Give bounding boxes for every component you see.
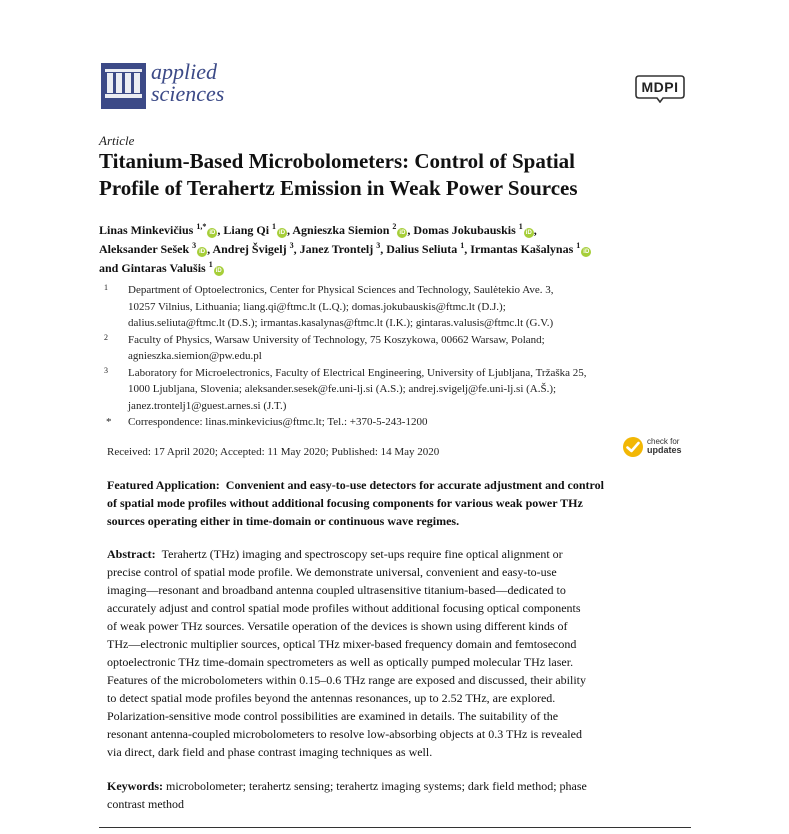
keywords <box>107 777 687 813</box>
title-line: Titanium-Based Microbolometers: Control of Spatial <box>99 149 575 173</box>
author-affil-sup: 3 <box>376 241 381 250</box>
author-connector: and <box>99 261 119 275</box>
affiliation-line[interactable]: 10257 Vilnius, Lithuania; liang.qi@ftmc.lt (L.Q.); domas.jokubauskis@ftmc.lt (D.J.); <box>128 300 506 313</box>
author-affil-sup: 1,* <box>196 222 207 231</box>
abstract-line: optoelectronic THz time-domain spectrometers as well as optically pumped molecular THz laser. <box>107 655 574 669</box>
abstract-line: to detect spatial mode profiles beyond the antennas resonances, up to 2.52 THz, are explored. <box>107 691 556 705</box>
author-name[interactable]: Aleksander Sešek <box>99 242 190 256</box>
orcid-icon[interactable]: iD <box>525 230 532 236</box>
keywords-label: Keywords: <box>107 779 163 793</box>
affiliation-number: 1 <box>104 283 108 292</box>
journal-name <box>151 61 224 105</box>
author-affil-sup: 1 <box>518 222 523 231</box>
author-affil-sup: 2 <box>392 222 397 231</box>
abstract-line: via direct, dark field and phase contrast imaging techniques as well. <box>107 745 433 759</box>
affiliation-item <box>104 332 704 365</box>
author-name[interactable]: Agnieszka Siemion <box>292 223 390 237</box>
journal-name-line2: sciences <box>151 81 225 106</box>
abstract-line: Polarization-sensitive mode control possibilities are examined in details. The suitability of the <box>107 709 559 723</box>
affiliation-line[interactable]: agnieszka.siemion@pw.edu.pl <box>128 350 262 362</box>
abstract-line: of weak power THz sources. Versatile operation of the devices is shown using different kinds of <box>107 619 568 633</box>
title-line: Profile of Terahertz Emission in Weak Power Sources <box>99 176 578 200</box>
abstract-line: THz—electronic multiplier sources, optical THz mixer-based frequency domain and femtosecond <box>107 637 577 651</box>
publication-dates: Received: 17 April 2020; Accepted: 11 May 2020; Published: 14 May 2020 <box>107 446 440 458</box>
author-affil-sup: 1 <box>460 241 465 250</box>
article-type: Article <box>99 133 135 148</box>
author-name[interactable]: Linas Minkevičius <box>99 223 194 237</box>
author-line: Aleksander Sešek $^3$iD , Andrej Švigelj $^3$, Janez Trontelj $^3$, Dalius Seliuta $^1$, Irmantas Kašalynas $^1$iD <box>99 241 590 256</box>
abstract-line: Features of the microbolometers within 0.15–0.6 THz range are exposed and discussed, their ability <box>107 673 586 687</box>
check-updates-icon <box>622 436 644 458</box>
author-name[interactable]: Andrej Švigelj <box>212 242 287 256</box>
abstract-line: accurately adjust and control spatial mode profiles without additional focusing optical components <box>107 601 581 615</box>
author-list <box>99 221 699 278</box>
author-line: Linas Minkevičius $^{1,*}$iD , Liang Qi $^1$iD , Agnieszka Siemion $^2$iD , Domas Jokubauskis $^1$iD , <box>99 222 537 237</box>
affiliation-number: 2 <box>104 332 108 342</box>
affiliation-line: Laboratory for Microelectronics, Faculty of Electrical Engineering, University of Ljubljana, Tržaška 25, <box>128 366 587 379</box>
publisher-name: MDPI <box>641 79 679 95</box>
author-name[interactable]: Janez Trontelj <box>299 242 374 256</box>
abstract-line: precise control of spatial mode profile. We demonstrate universal, convenient and easy-to-use <box>107 565 557 579</box>
article-title <box>99 148 719 202</box>
affiliation-item <box>104 282 704 332</box>
journal-logo-icon <box>101 63 146 109</box>
author-affil-sup: 1 <box>272 222 277 231</box>
affiliation-line: Faculty of Physics, Warsaw University of Technology, 75 Koszykowa, 00662 Warsaw, Poland; <box>128 333 545 346</box>
keywords-text: microbolometer; terahertz sensing; terahertz imaging systems; dark field method; phase <box>166 779 587 793</box>
check-for-updates-button[interactable] <box>622 436 692 460</box>
journal-name-line1: applied <box>151 59 217 84</box>
author-name[interactable]: Irmantas Kašalynas <box>470 242 574 256</box>
author-name[interactable]: Gintaras Valušis <box>121 261 206 275</box>
featured-label: Featured Application: <box>107 478 220 492</box>
orcid-icon[interactable]: iD <box>199 249 206 255</box>
keywords-line: contrast method <box>107 797 184 811</box>
author-affil-sup: 1 <box>576 241 581 250</box>
mdpi-logo <box>633 73 687 103</box>
divider <box>99 827 691 828</box>
featured-text: Convenient and easy-to-use detectors for accurate adjustment and control <box>225 478 604 492</box>
author-affil-sup: 3 <box>289 241 294 250</box>
abstract-line: resonant antenna-coupled microbolometers to resolve low-absorbing objects at 0.3 THz is revealed <box>107 727 582 741</box>
author-line <box>99 259 699 278</box>
affiliation-line[interactable]: janez.trontelj1@guest.arnes.si (J.T.) <box>128 399 287 412</box>
abstract-line: imaging—resonant and broadband antenna coupled ultrasensitive titanium-based—dedicated to <box>107 583 566 597</box>
featured-application <box>107 476 687 530</box>
orcid-icon[interactable]: iD <box>583 249 590 255</box>
abstract-text: Terahertz (THz) imaging and spectroscopy set-ups require fine optical alignment or <box>161 547 563 561</box>
check-updates-line2: updates <box>647 445 682 455</box>
correspondence-item <box>104 414 704 431</box>
author-name[interactable]: Dalius Seliuta <box>386 242 458 256</box>
correspondence-line[interactable]: Correspondence: linas.minkevicius@ftmc.lt; Tel.: +370-5-243-1200 <box>128 416 428 428</box>
correspondence-marker: * <box>106 416 112 428</box>
affiliation-line[interactable]: 1000 Ljubljana, Slovenia; aleksander.sesek@fe.uni-lj.si (A.S.); andrej.svigelj@fe.uni-lj.si (A.Š.); <box>128 383 557 395</box>
check-updates-line1: check for <box>647 437 680 446</box>
affiliation-item <box>104 365 704 415</box>
abstract-line <box>107 545 687 563</box>
affiliation-line[interactable]: dalius.seliuta@ftmc.lt (D.S.); irmantas.kasalynas@ftmc.lt (I.K.); gintaras.valusis@ftmc.lt (G.V.) <box>128 317 554 329</box>
affiliation-line: Department of Optoelectronics, Center for Physical Sciences and Technology, Saulėtekio Ave. 3, <box>128 284 554 296</box>
orcid-icon[interactable]: iD <box>209 230 216 236</box>
affiliation-number: 3 <box>104 365 108 375</box>
featured-line: of spatial mode profiles without additional focusing components for various weak power THz <box>107 496 583 510</box>
abstract <box>107 545 687 761</box>
orcid-icon[interactable]: iD <box>279 230 286 236</box>
orcid-icon[interactable]: iD <box>215 268 222 274</box>
author-affil-sup: 3 <box>192 241 197 250</box>
orcid-icon[interactable]: iD <box>399 230 406 236</box>
affiliation-list <box>104 282 704 431</box>
author-name[interactable]: Domas Jokubauskis <box>413 223 516 237</box>
featured-line: sources operating either in time-domain or continuous wave regimes. <box>107 514 460 528</box>
featured-line <box>107 476 687 494</box>
author-name[interactable]: Liang Qi <box>223 223 270 237</box>
check-updates-label <box>647 437 682 455</box>
author-affil-sup: 1 <box>208 260 213 269</box>
abstract-label: Abstract: <box>107 547 156 561</box>
keywords-line <box>107 777 687 795</box>
